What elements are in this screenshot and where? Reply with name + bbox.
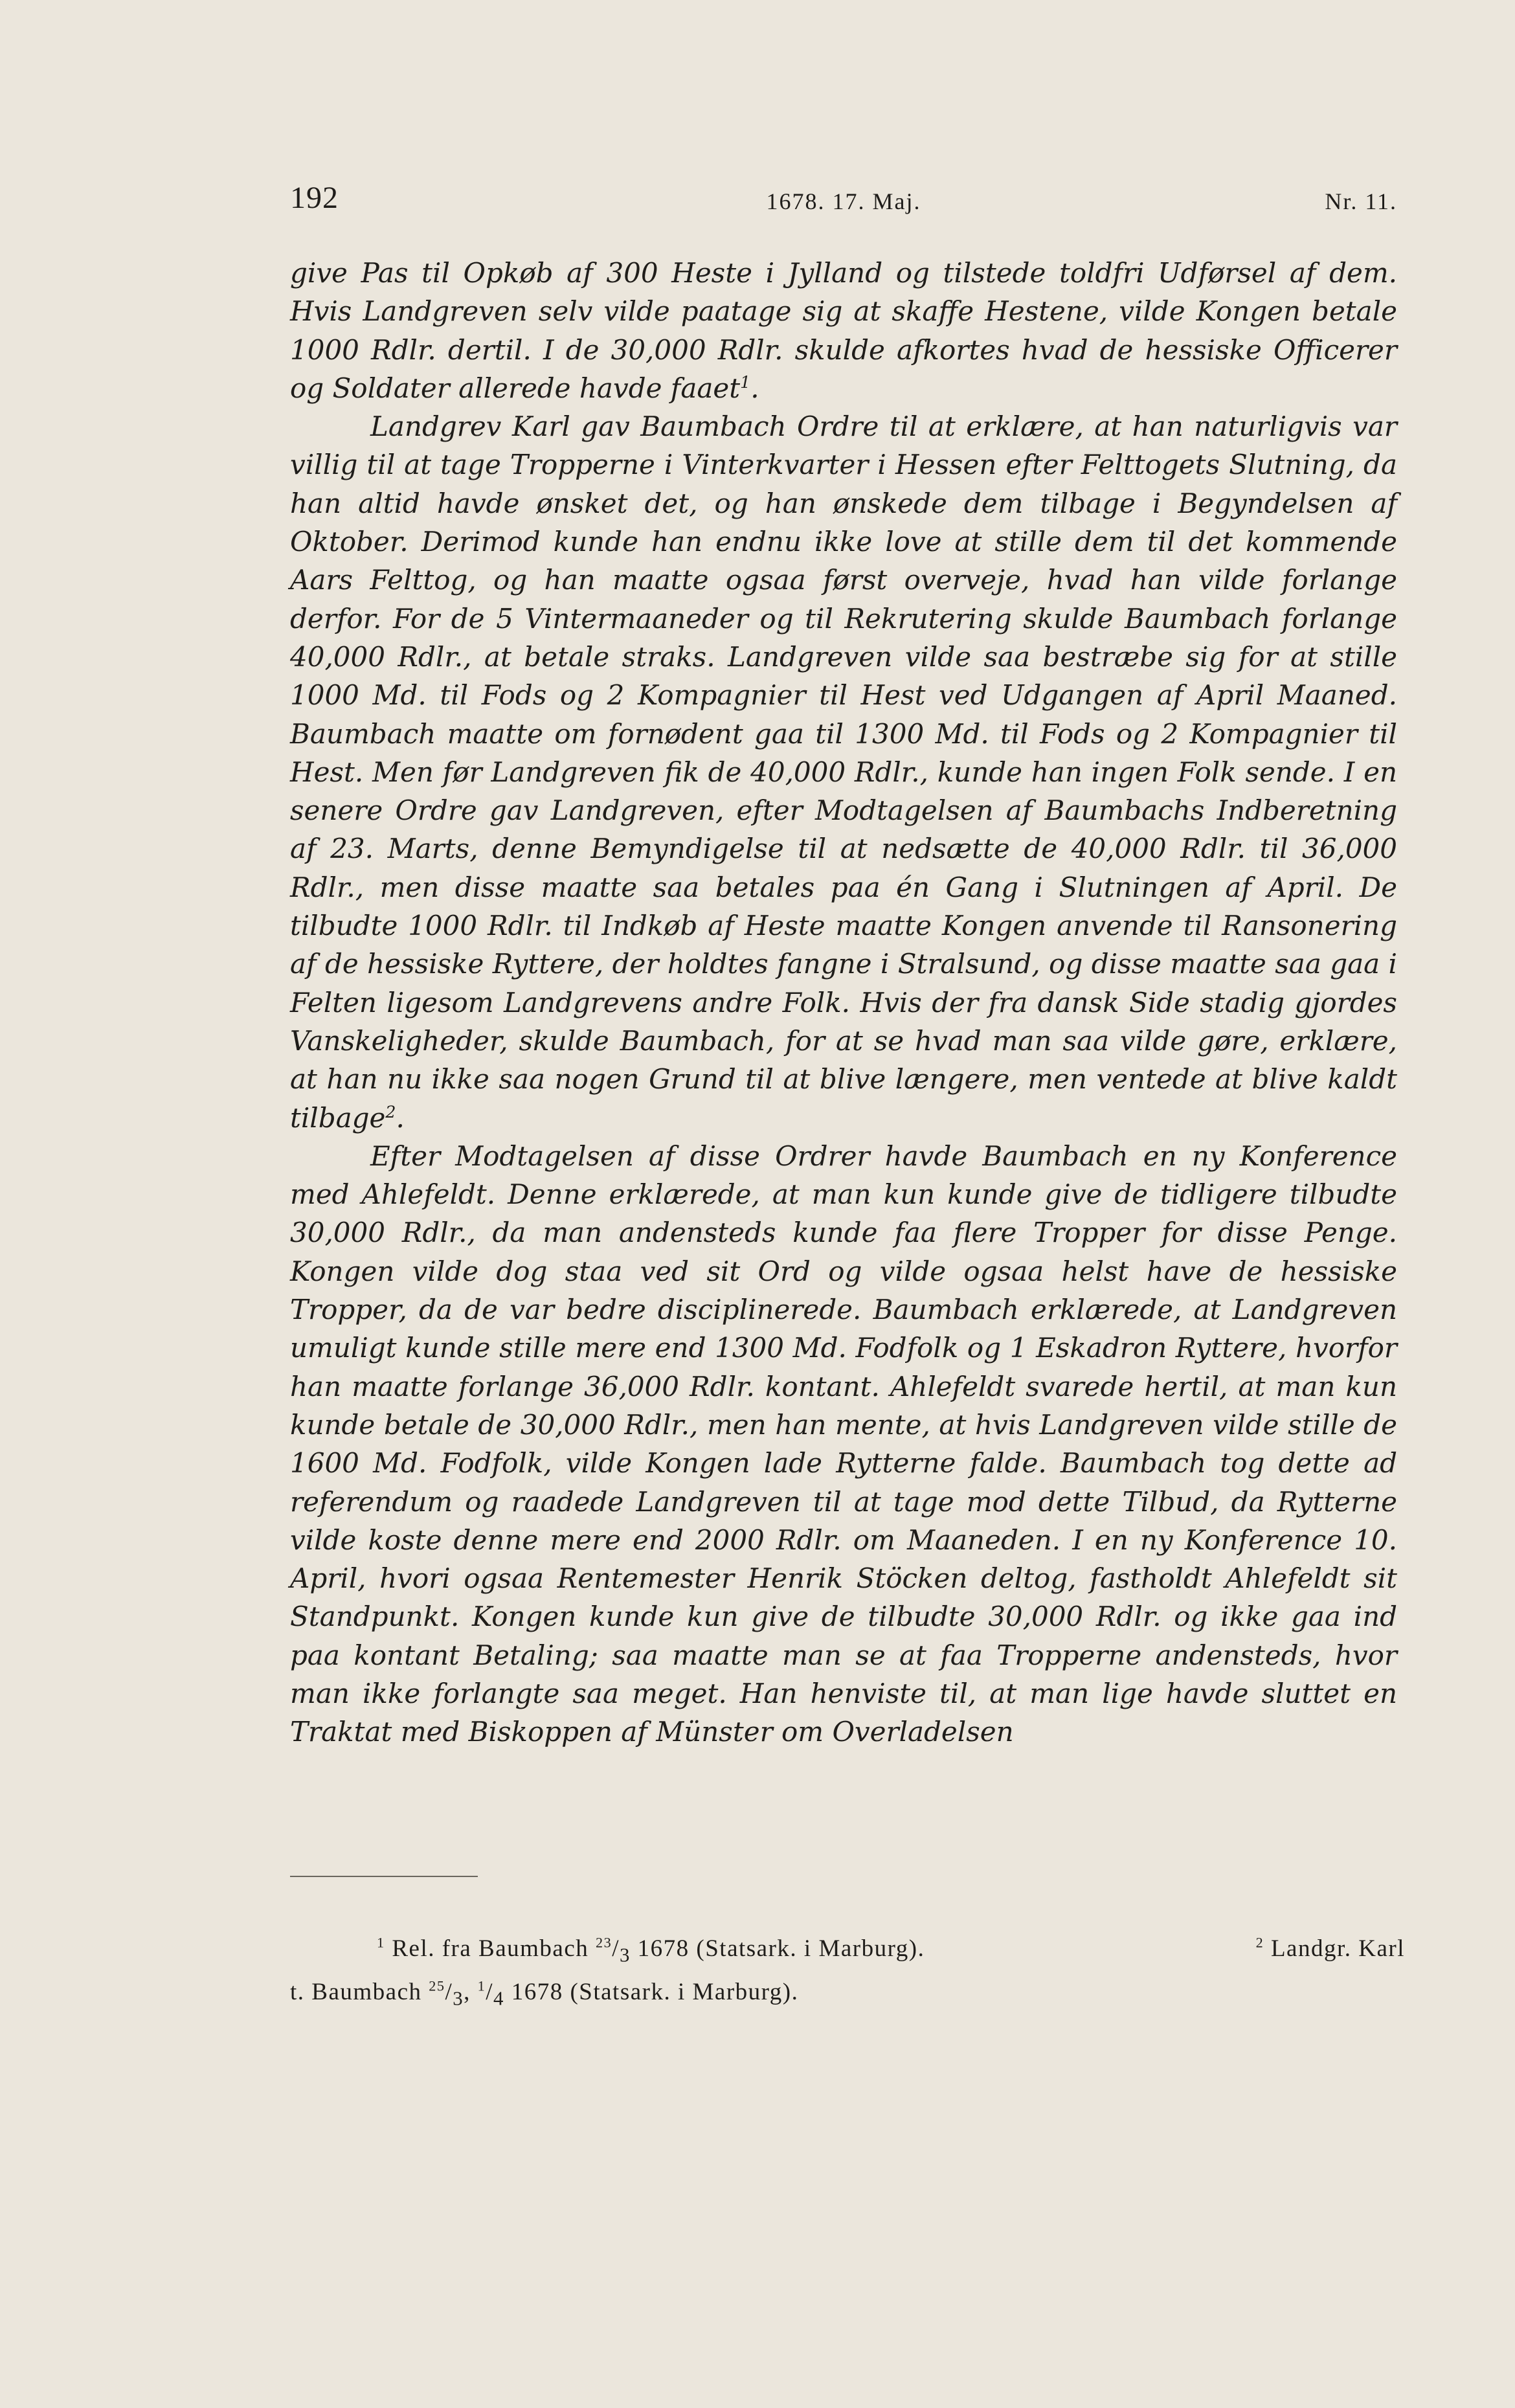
running-header: [290, 180, 1397, 215]
footnote-2-date2-day: 1: [477, 1978, 486, 1995]
footnote-1-marker: 1: [377, 1934, 385, 1951]
footnote-2-start: [1256, 1930, 1405, 1974]
paragraph-2-text: Landgrev Karl gav Baumbach Ordre til at erklære, at han naturligvis var villig til at tage Tropperne i Vinterkvarter i Hessen efter Felttogets Slutning, da han altid havde ønsket det, og han ønskede dem tilbage i Begyndelsen af Oktober. Derimod kunde han endnu ikke love at stille dem til det kommende Aars Felttog, og han maatte ogsaa først overveje, hvad han vilde forlange derfor. For de 5 Vintermaaneder og til Rekrutering skulde Baumbach forlange 40,000 Rdlr., at betale straks. Landgreven vilde saa bestræbe sig for at stille 1000 Md. til Fods og 2 Kompagnier til Hest ved Udgangen af April Maaned. Baumbach maatte om fornødent gaa til 1300 Md. til Fods og 2 Kompagnier til Hest. Men før Landgreven fik de 40,000 Rdlr., kunde han ingen Folk sende. I en senere Ordre gav Landgreven, efter Modtagelsen af Baumbachs Indberetning af 23. Marts, denne Bemyndigelse til at nedsætte de 40,000 Rdlr. til 36,000 Rdlr., men disse maatte saa betales paa én Gang i Slutningen af April. De tilbudte 1000 Rdlr. til Indkøb af Heste maatte Kongen anvende til Ransonering af de hessiske Ryttere, der holdtes fangne i Stralsund, og disse maatte saa gaa i Felten ligesom Landgrevens andre Folk. Hvis der fra dansk Side stadig gjordes Vanskeligheder, skulde Baumbach, for at se hvad man saa vilde gøre, erklære, at han nu ikke saa nogen Grund til at blive længere, men ventede at blive kaldt tilbage: [290, 411, 1397, 1134]
page-number: 192: [290, 181, 339, 215]
footnote-2-continued: t. Baumbach: [290, 1979, 429, 2006]
footnotes: [290, 1930, 1405, 2018]
footnote-2-separator: ,: [464, 1979, 478, 2006]
footnote-2-source: 1678 (Statsark. i Marburg).: [504, 1979, 799, 2006]
paragraph-3-text: Efter Modtagelsen af disse Ordrer havde Baumbach en ny Konference med Ahlefeldt. Denne erklærede, at man kun kunde give de tidligere tilbudte 30,000 Rdlr., da man andensteds kunde faa flere Tropper for disse Penge. Kongen vilde dog staa ved sit Ord og vilde ogsaa helst have de hessiske Tropper, da de var bedre disciplinerede. Baumbach erklærede, at Landgreven umuligt kunde stille mere end 1300 Md. Fodfolk og 1 Eskadron Ryttere, hvorfor han maatte forlange 36,000 Rdlr. kontant. Ahlefeldt svarede hertil, at man kun kunde betale de 30,000 Rdlr., men han mente, at hvis Landgreven vilde stille de 1600 Md. Fodfolk, vilde Kongen lade Rytterne falde. Baumbach tog dette ad referendum og raadede Landgreven til at tage mod dette Tilbud, da Rytterne vilde koste denne mere end 2000 Rdlr. om Maaneden. I en ny Konference 10. April, hvori ogsaa Rentemester Henrik Stöcken deltog, fastholdt Ahlefeldt sit Standpunkt. Kongen kunde kun give de tilbudte 30,000 Rdlr. og ikke gaa ind paa kontant Betaling; saa maatte man se at faa Tropperne andensteds, hvor man ikke forlangte saa meget. Han henviste til, at man lige havde sluttet en Traktat med Biskoppen af Münster om Overladelsen: [290, 1140, 1397, 1748]
header-date: 1678. 17. Maj.: [766, 188, 921, 214]
footnote-ref-2: 2: [385, 1102, 396, 1121]
footnote-2-marker: 2: [1255, 1934, 1264, 1951]
body-text: [290, 254, 1397, 1751]
document-number: Nr. 11.: [1325, 188, 1397, 214]
footnote-2-text: Landgr. Karl: [1264, 1935, 1405, 1962]
footnote-2-date2-month: 4: [493, 1987, 504, 2010]
footnote-line-1: [290, 1930, 1405, 1974]
paragraph-2: [290, 407, 1397, 1137]
footnote-2-date1-day: 25: [429, 1978, 445, 1995]
footnote-1-date-day: 23: [596, 1934, 612, 1951]
footnote-2-date1-month: 3: [453, 1987, 464, 2010]
footnote-1-text: Rel. fra Baumbach: [392, 1935, 596, 1962]
footnote-ref-1: 1: [740, 372, 751, 392]
paragraph-1-end: .: [750, 372, 759, 404]
footnote-1-date-month: 3: [619, 1944, 631, 1966]
footnote-1: $^1$ Rel. fra Baumbach $^{23}/_3$ 1678 (Statsark. i Marburg).: [377, 1934, 925, 1966]
footnote-line-2: t. Baumbach $^{25}/_3$, $^1/_4$ 1678 (Statsark. i Marburg).: [290, 1978, 799, 2010]
paragraph-2-end: .: [396, 1101, 405, 1134]
footnote-1-source: 1678 (Statsark. i Marburg).: [630, 1935, 925, 1962]
paragraph-3: [290, 1137, 1397, 1751]
footnote-divider: [290, 1876, 478, 1877]
paragraph-1: [290, 254, 1397, 407]
paragraph-1-text: give Pas til Opkøb af 300 Heste i Jylland og tilstede toldfri Udførsel af dem. Hvis Landgreven selv vilde paatage sig at skaffe Hestene, vilde Kongen betale 1000 Rdlr. dertil. I de 30,000 Rdlr. skulde afkortes hvad de hessiske Officerer og Soldater allerede havde faaet: [290, 257, 1397, 404]
